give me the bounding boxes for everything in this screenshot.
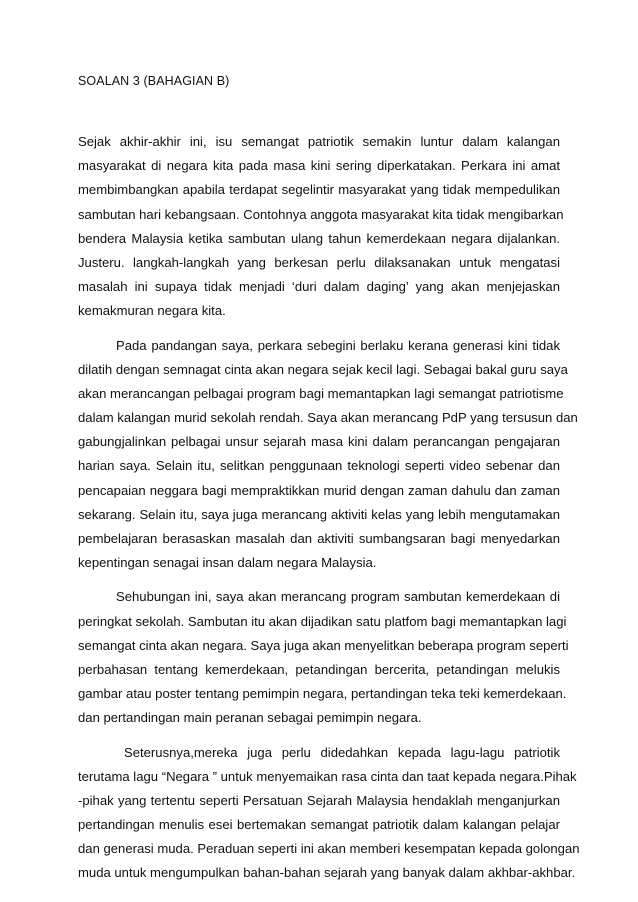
text-line: harian saya. Selain itu, selitkan penggunaan teknologi seperti video sebenar dan <box>78 458 560 474</box>
text-line: Pada pandangan saya, perkara sebegini berlaku kerana generasi kini tidak <box>116 337 560 353</box>
text-line: semangat cinta akan negara. Saya juga akan menyelitkan beberapa program seperti <box>78 637 569 653</box>
text-line: sambutan hari kebangsaan. Contohnya anggota masyarakat kita tidak mengibarkan <box>78 206 564 222</box>
text-line: masalah ini supaya tidak menjadi ‘duri dalam daging’ yang akan menjejaskan <box>78 279 560 295</box>
text-line: Sehubungan ini, saya akan merancang program sambutan kemerdekaan di <box>116 589 560 605</box>
paragraph <box>78 334 578 576</box>
text-line: sekarang. Selain itu, saya juga merancang aktiviti kelas yang lebih mengutamakan <box>78 506 560 522</box>
essay-body <box>78 130 580 886</box>
text-line: pembelajaran berasaskan masalah dan aktiviti sumbangsaran bagi menyedarkan <box>78 531 560 546</box>
text-line: perbahasan tentang kemerdekaan, petandingan bercerita, petandingan melukis <box>78 661 560 677</box>
text-line: Sejak akhir-akhir ini, isu semangat patriotik semakin luntur dalam kalangan <box>78 134 560 149</box>
paragraph <box>78 130 564 324</box>
text-line: gambar atau poster tentang pemimpin negara, pertandingan teka teki kemerdekaan. <box>78 686 567 702</box>
text-line: dan pertandingan main peranan sebagai pemimpin negara. <box>78 710 422 726</box>
text-line: membimbangkan apabila terdapat segelintir masyarakat yang tidak mempedulikan <box>78 182 560 198</box>
text-line: pertandingan menulis esei bertemakan semangat patriotik dalam kalangan pelajar <box>78 817 560 833</box>
paragraph-gap <box>78 731 560 741</box>
text-line: Seterusnya,mereka juga perlu didedahkan kepada lagu-lagu patriotik <box>124 744 560 760</box>
text-line: -pihak yang tertentu seperti Persatuan Sejarah Malaysia hendaklah menganjurkan <box>78 792 560 808</box>
text-line: dalam kalangan murid sekolah rendah. Saya akan merancang PdP yang tersusun dan <box>78 410 578 426</box>
text-line: akan merancangan pelbagai program bagi memantapkan lagi semangat patriotisme <box>78 385 564 401</box>
paragraph-gap <box>78 324 560 334</box>
text-line: kepentingan senagai insan dalam negara Malaysia. <box>78 555 377 571</box>
text-line: Justeru. langkah-langkah yang berkesan perlu dilaksanakan untuk mengatasi <box>78 254 560 270</box>
text-line: bendera Malaysia ketika sambutan ulang tahun kemerdekaan negara dijalankan. <box>78 230 560 246</box>
question-heading: SOALAN 3 (BAHAGIAN B) <box>78 74 230 88</box>
text-line: masyarakat di negara kita pada masa kini sering diperkatakan. Perkara ini amat <box>78 158 560 174</box>
text-line: dan generasi muda. Peraduan seperti ini akan memberi kesempatan kepada golongan <box>78 841 580 857</box>
text-line: kemakmuran negara kita. <box>78 303 226 319</box>
text-line: gabungjalinkan pelbagai unsur sejarah masa kini dalam perancangan pengajaran <box>78 434 560 450</box>
text-line: muda untuk mengumpulkan bahan-bahan sejarah yang banyak dalam akhbar-akhbar. <box>78 865 576 881</box>
text-line: terutama lagu “Negara ” untuk menyemaikan rasa cinta dan taat kepada negara.Pihak <box>78 768 577 784</box>
paragraph <box>78 741 580 886</box>
text-line: dilatih dengan semnagat cinta akan negara sejak kecil lagi. Sebagai bakal guru saya <box>78 361 568 377</box>
text-line: pencapaian neggara bagi mempraktikkan murid dengan zaman dahulu dan zaman <box>78 482 560 498</box>
paragraph <box>78 585 569 730</box>
paragraph-gap <box>78 575 560 585</box>
text-line: peringkat sekolah. Sambutan itu akan dijadikan satu platfom bagi memantapkan lagi <box>78 613 567 629</box>
